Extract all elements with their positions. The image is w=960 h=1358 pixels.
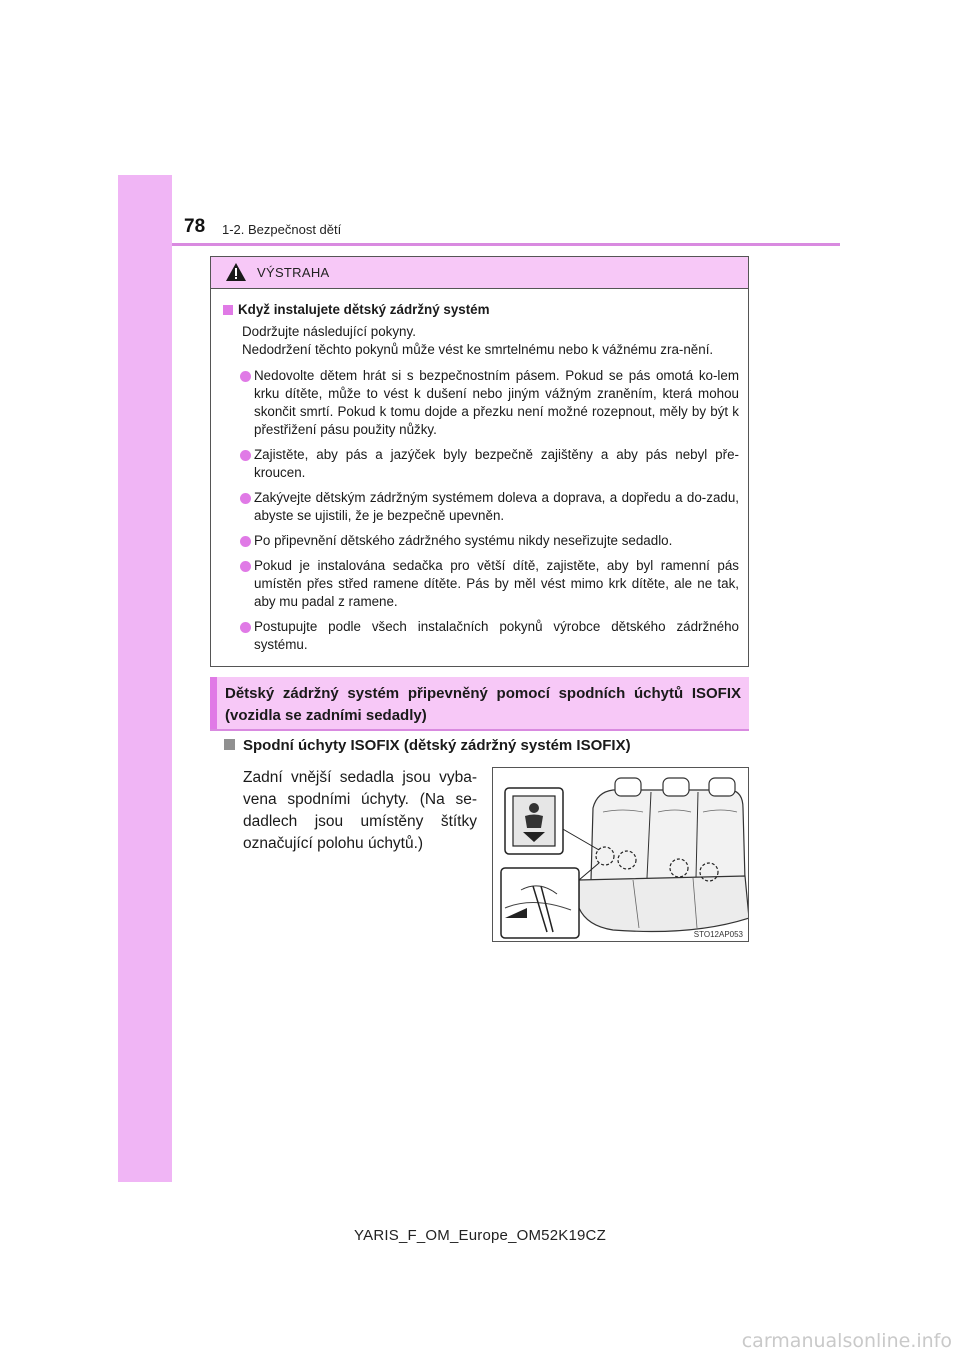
warning-bullet	[223, 532, 739, 550]
warning-intro	[223, 323, 739, 359]
warning-bullet-text: Zakývejte dětským zádržným systémem doleva a doprava, a dopředu a do-zadu, abyste se ujistili, že je bezpečně upevněn.	[254, 490, 739, 523]
warning-box	[210, 256, 749, 667]
warning-bullet	[223, 367, 739, 439]
bullet-dot-icon	[240, 561, 251, 572]
warning-bullet-text: Pokud je instalována sedačka pro větší dítě, zajistěte, aby byl ramenní pás umístěn přes střed ramene dítěte. Pás by měl vést mimo krk dítěte, ale ne tak, aby mu padal z ramene.	[254, 558, 739, 609]
warning-bullet	[223, 557, 739, 611]
side-tab-bar	[118, 175, 172, 1182]
bullet-dot-icon	[240, 493, 251, 504]
section-banner-title: Dětský zádržný systém připevněný pomocí spodních úchytů ISOFIX (vozidla se zadními sedadly)	[225, 685, 741, 724]
warning-heading-text: Když instalujete dětský zádržný systém	[238, 302, 490, 317]
watermark: carmanualsonline.info	[741, 1330, 952, 1352]
warning-title: VÝSTRAHA	[257, 265, 330, 280]
bullet-dot-icon	[240, 371, 251, 382]
warning-header	[211, 257, 748, 289]
warning-heading	[223, 301, 739, 319]
warning-intro-line: Dodržujte následující pokyny.	[242, 324, 416, 339]
warning-bullet	[223, 618, 739, 654]
warning-body	[211, 289, 748, 654]
warning-bullet-text: Po připevnění dětského zádržného systému nikdy neseřizujte sedadlo.	[254, 533, 673, 548]
figure-code: STO12AP053	[693, 930, 743, 939]
subheading-text: Spodní úchyty ISOFIX (dětský zádržný systém ISOFIX)	[243, 737, 631, 754]
section-banner	[210, 677, 749, 730]
warning-bullet	[223, 446, 739, 482]
warning-triangle-icon	[225, 262, 247, 282]
warning-bullet-text: Nedovolte dětem hrát si s bezpečnostním pásem. Pokud se pás omotá ko-lem krku dítěte, může to vést k dušení nebo jiným vážným zraněním, která mohou skončit smrtí. Pokud k tomu dojde a přezku není možné rozepnout, měly by být k přestřižení pásu použity nůžky.	[254, 368, 739, 437]
section-reference: 1-2. Bezpečnost dětí	[222, 222, 342, 237]
bullet-dot-icon	[240, 450, 251, 461]
square-bullet-icon	[224, 739, 235, 750]
warning-bullet	[223, 489, 739, 525]
header-divider	[172, 243, 840, 246]
page-number: 78	[184, 216, 206, 237]
rear-seat-figure	[492, 767, 749, 942]
body-paragraph: Zadní vnější sedadla jsou vyba-vena spodními úchyty. (Na se-dadlech jsou umístěny štítky označující polohu úchytů.)	[243, 769, 477, 852]
footer-code: YARIS_F_OM_Europe_OM52K19CZ	[354, 1227, 606, 1244]
bullet-dot-icon	[240, 622, 251, 633]
warning-bullet-text: Postupujte podle všech instalačních pokynů výrobce dětského zádržného systému.	[254, 619, 739, 652]
warning-bullet-text: Zajistěte, aby pás a jazýček byly bezpečně zajištěny a aby pás nebyl pře-kroucen.	[254, 447, 739, 480]
warning-intro-line: Nedodržení těchto pokynů může vést ke smrtelnému nebo k vážnému zra-nění.	[242, 342, 714, 357]
subheading	[224, 737, 631, 754]
square-bullet-icon	[223, 305, 233, 315]
rear-seat-illustration	[493, 768, 749, 942]
bullet-dot-icon	[240, 536, 251, 547]
banner-underline	[210, 729, 749, 731]
